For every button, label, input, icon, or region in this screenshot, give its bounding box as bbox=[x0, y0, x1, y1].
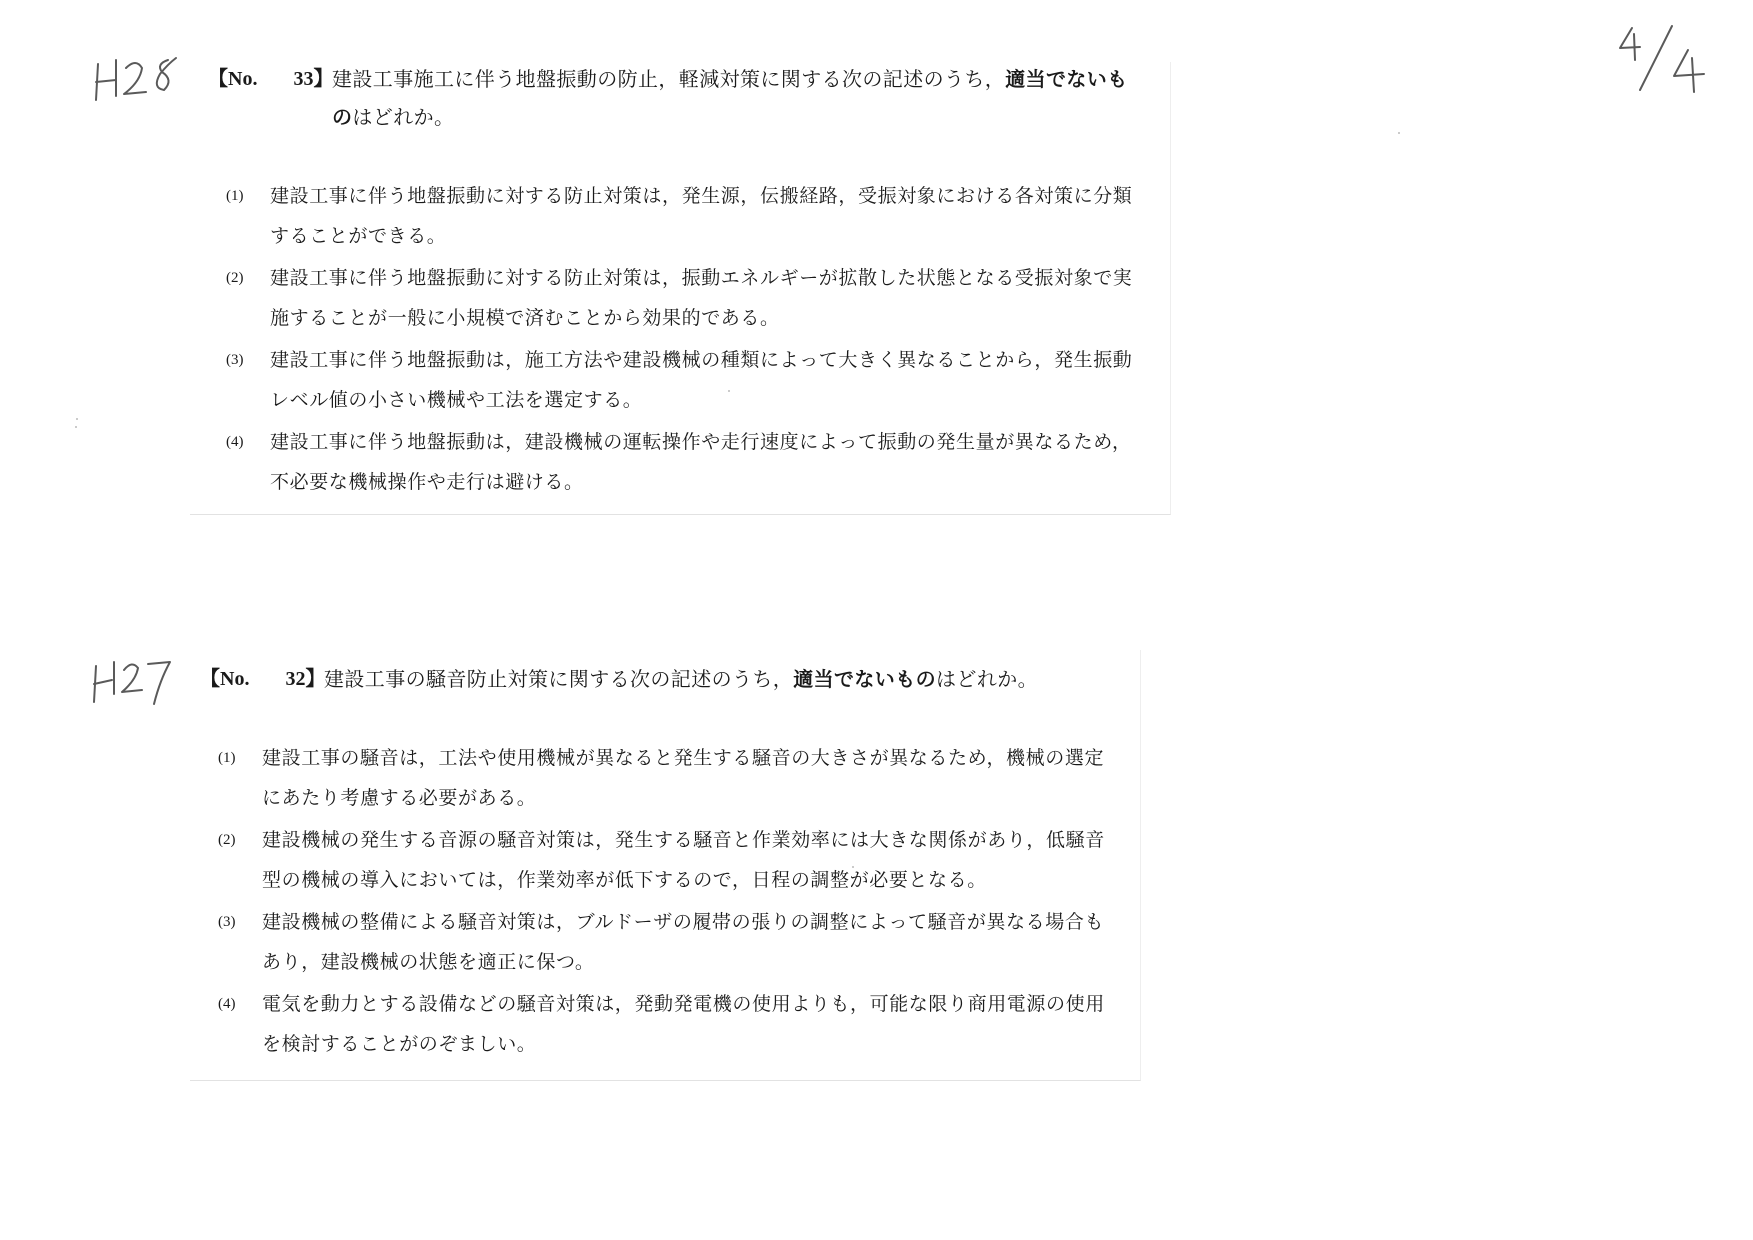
option-text: 建設工事に伴う地盤振動は，建設機械の運転操作や走行速度によって振動の発生量が異なるため，不必要な機械操作や走行は避ける。 bbox=[270, 431, 1132, 493]
handwritten-page-marker bbox=[1610, 20, 1720, 100]
option-item bbox=[218, 984, 1120, 1064]
option-number: (2) bbox=[218, 832, 236, 848]
option-list bbox=[218, 738, 1120, 1064]
option-item bbox=[226, 340, 1138, 420]
question-block bbox=[200, 660, 1120, 1066]
option-text: 建設工事に伴う地盤振動に対する防止対策は，振動エネルギーが拡散した状態となる受振対象で実施することが一般に小規模で済むことから効果的である。 bbox=[270, 267, 1133, 329]
option-number: (4) bbox=[226, 434, 244, 450]
question-text: 建設工事施工に伴う地盤振動の防止，軽減対策に関する次の記述のうち，適当でないものはどれか。 bbox=[332, 67, 1128, 129]
option-item bbox=[226, 258, 1138, 338]
handwritten-year-h27 bbox=[88, 650, 188, 710]
question-header bbox=[208, 60, 1138, 136]
option-text: 建設工事に伴う地盤振動に対する防止対策は，発生源，伝搬経路，受振対象における各対策に分類することができる。 bbox=[270, 185, 1133, 247]
question-header bbox=[200, 660, 1120, 698]
scan-speck bbox=[1398, 132, 1400, 134]
question-number: 【No. 32】 bbox=[200, 668, 326, 690]
option-number: (1) bbox=[226, 188, 244, 204]
option-item bbox=[226, 176, 1138, 256]
option-text: 建設工事の騒音は，工法や使用機械が異なると発生する騒音の大きさが異なるため，機械の選定にあたり考慮する必要がある。 bbox=[262, 747, 1105, 809]
option-number: (3) bbox=[218, 914, 236, 930]
option-text: 建設機械の整備による騒音対策は，ブルドーザの履帯の張りの調整によって騒音が異なる場合もあり，建設機械の状態を適正に保つ。 bbox=[262, 911, 1105, 973]
option-number: (1) bbox=[218, 750, 236, 766]
scan-speck bbox=[852, 866, 854, 868]
option-list bbox=[226, 176, 1138, 502]
option-number: (4) bbox=[218, 996, 236, 1012]
option-item bbox=[218, 902, 1120, 982]
option-item bbox=[218, 738, 1120, 818]
scan-speck bbox=[75, 426, 77, 428]
question-text: 建設工事の騒音防止対策に関する次の記述のうち，適当でないものはどれか。 bbox=[324, 667, 1039, 691]
question-block bbox=[208, 60, 1138, 504]
option-text: 建設工事に伴う地盤振動は，施工方法や建設機械の種類によって大きく異なることから，発生振動レベル値の小さい機械や工法を選定する。 bbox=[270, 349, 1133, 411]
question-number: 【No. 33】 bbox=[208, 68, 334, 90]
option-text: 建設機械の発生する音源の騒音対策は，発生する騒音と作業効率には大きな関係があり，低騒音型の機械の導入においては，作業効率が低下するので，日程の調整が必要となる。 bbox=[262, 829, 1105, 891]
option-item bbox=[226, 422, 1138, 502]
option-item bbox=[218, 820, 1120, 900]
emphasis-text: 適当でないもの bbox=[793, 667, 937, 691]
option-number: (2) bbox=[226, 270, 244, 286]
handwritten-year-h28 bbox=[92, 50, 192, 110]
option-number: (3) bbox=[226, 352, 244, 368]
option-text: 電気を動力とする設備などの騒音対策は，発動発電機の使用よりも，可能な限り商用電源の使用を検討することがのぞましい。 bbox=[262, 993, 1105, 1055]
emphasis-text: 適当でないもの bbox=[332, 67, 1128, 129]
scan-speck bbox=[728, 390, 730, 392]
scan-speck bbox=[76, 418, 78, 420]
